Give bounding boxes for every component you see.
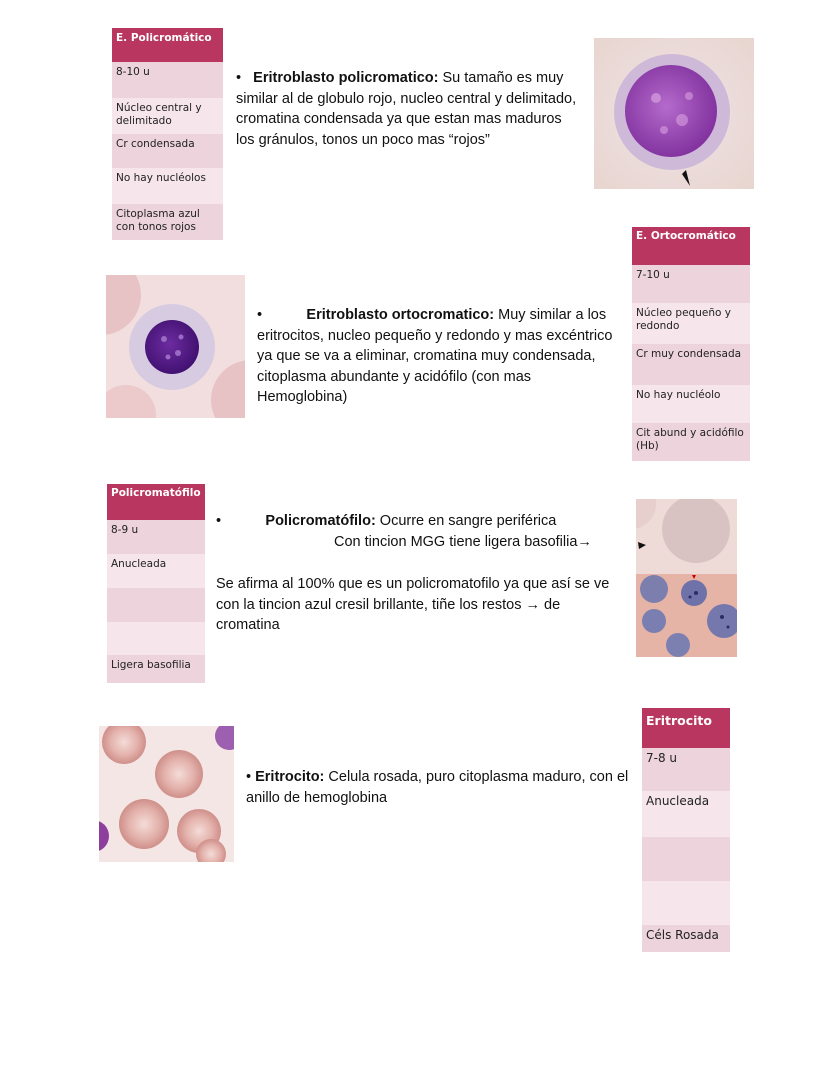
- table-row: Núcleo central y delimitado: [112, 98, 223, 134]
- cell-image-policromatico: [594, 38, 754, 189]
- table-row: Núcleo pequeño y redondo: [632, 303, 750, 344]
- table-row: Cit abund y acidófilo (Hb): [632, 423, 750, 461]
- term-title: Eritroblasto ortocromatico:: [306, 307, 495, 323]
- cell-image-policromatofilo: [636, 499, 737, 657]
- table-row: Ligera basofilia: [107, 655, 205, 683]
- table-row: 8-10 u: [112, 62, 223, 98]
- table-row: [642, 837, 730, 881]
- term-paragraph: Se afirma al 100% que es un policromatofilo ya que así se ve con la tincion azul cresil brillante, tiñe los restos → de cromatina: [216, 576, 610, 633]
- table-row: Citoplasma azul con tonos rojos: [112, 204, 223, 240]
- table-row: Anucleada: [107, 554, 205, 588]
- bullet: •: [216, 513, 222, 529]
- term-body: Ocurre en sangre periférica: [375, 513, 557, 529]
- table-policromatico: [112, 28, 223, 240]
- table-row: 7-10 u: [632, 265, 750, 303]
- table-row: Anucleada: [642, 791, 730, 837]
- cell-image-ortocromatico: [106, 275, 245, 418]
- table-row: Cr muy condensada: [632, 344, 750, 385]
- table-row: Céls Rosada: [642, 925, 730, 952]
- term-title: Policromatófilo:: [265, 513, 376, 529]
- table-row: 8-9 u: [107, 520, 205, 554]
- table-header: Policromatófilo: [107, 484, 205, 520]
- description-policromatico: [236, 68, 581, 150]
- table-header: E. Ortocromático: [632, 227, 750, 265]
- table-row: No hay nucléolos: [112, 168, 223, 204]
- table-header: E. Policromático: [112, 28, 223, 62]
- bullet: •: [246, 769, 252, 785]
- table-eritrocito: [642, 708, 730, 952]
- table-row: Cr condensada: [112, 134, 223, 168]
- term-line2: Con tincion MGG tiene ligera basofilia→: [334, 533, 592, 550]
- term-body: Celula rosada, puro citoplasma maduro, con el anillo de hemoglobina: [246, 769, 629, 806]
- table-row: 7-8 u: [642, 748, 730, 791]
- table-ortocromatico: [632, 227, 750, 461]
- term-body: Muy similar a los eritrocitos, nucleo pequeño y redondo y mas excéntrico ya que se va a eliminar, cromatina muy condensada, citoplasma abundante y acidófilo (con mas Hemoglobina): [257, 307, 613, 405]
- term-body: Su tamaño es muy similar al de globulo rojo, nucleo central y delimitado, cromatina condensada ya que estan mas maduros los gránulos, tonos un poco mas “rojos”: [236, 70, 577, 148]
- table-header: Eritrocito: [642, 708, 730, 748]
- term-title: Eritroblasto policromatico:: [253, 70, 439, 86]
- table-row: [107, 588, 205, 622]
- description-policromatofilo: [216, 511, 626, 636]
- term-title: Eritrocito:: [255, 769, 325, 785]
- bullet: •: [236, 70, 242, 86]
- cell-image-eritrocito: [99, 726, 234, 862]
- bullet: •: [257, 307, 263, 323]
- description-eritrocito: [246, 767, 631, 808]
- description-ortocromatico: [257, 305, 622, 408]
- table-policromatofilo: [107, 484, 205, 683]
- table-row: [642, 881, 730, 925]
- table-row: [107, 622, 205, 655]
- table-row: No hay nucléolo: [632, 385, 750, 423]
